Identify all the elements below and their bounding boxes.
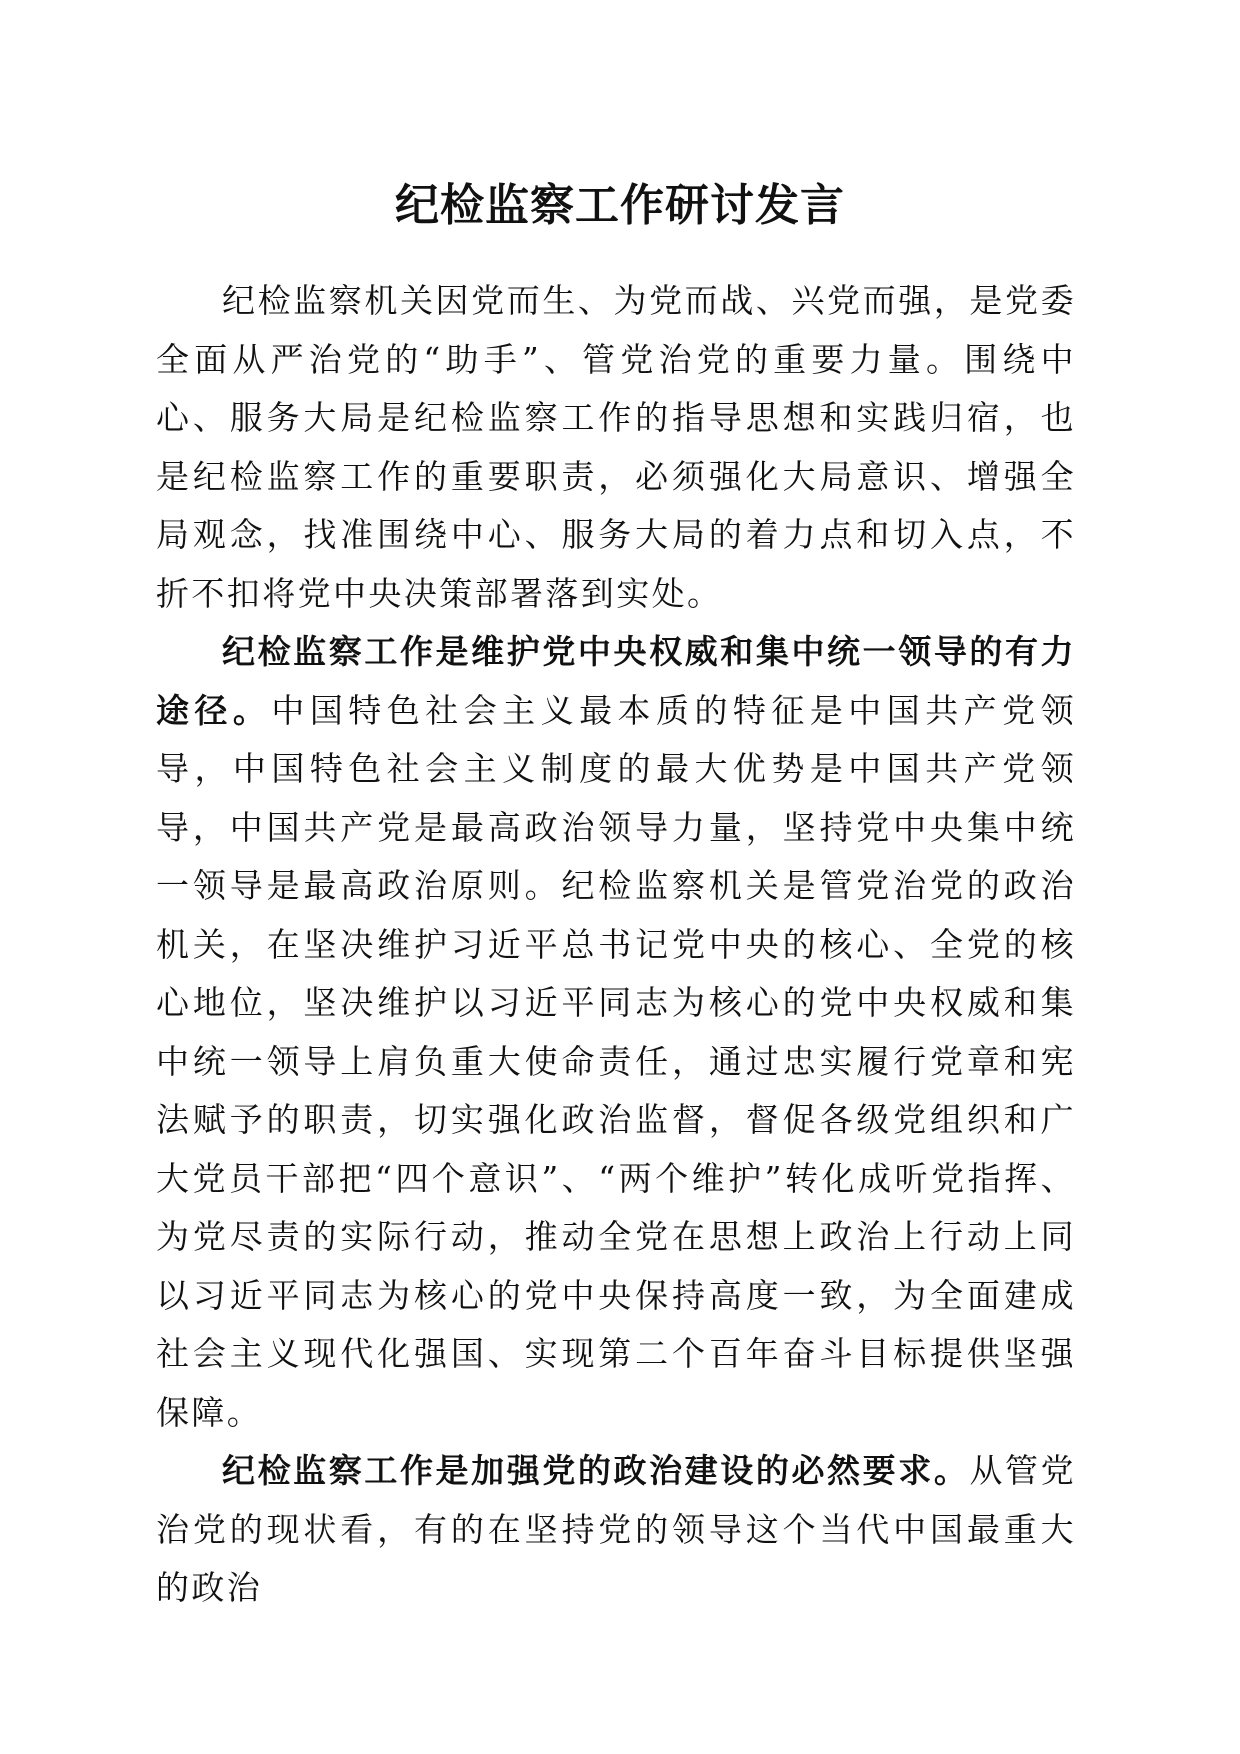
paragraph-intro bbox=[156, 272, 1076, 623]
document-body bbox=[156, 272, 1076, 1618]
paragraph-text: 中国特色社会主义最本质的特征是中国共产党领导，中国特色社会主义制度的最大优势是中国共产党领导，中国共产党是最高政治领导力量，坚持党中央集中统一领导是最高政治原则。纪检监察机关是管党治党的政治机关，在坚决维护习近平总书记党中央的核心、全党的核心地位，坚决维护以习近平同志为核心的党中央权威和集中统一领导上肩负重大使命责任，通过忠实履行党章和宪法赋予的职责，切实强化政治监督，督促各级党组织和广大党员干部把“四个意识”、“两个维护”转化成听党指挥、为党尽责的实际行动，推动全党在思想上政治上行动上同以习近平同志为核心的党中央保持高度一致，为全面建成社会主义现代化强国、实现第二个百年奋斗目标提供坚强保障。 bbox=[156, 690, 1076, 1432]
paragraph-authority bbox=[156, 623, 1076, 1442]
paragraph-lead: 纪检监察工作是维护党中央权威和集中统一领导的有力途径。 bbox=[156, 632, 1076, 730]
paragraph-political-building bbox=[156, 1442, 1076, 1618]
paragraph-text: 从管党治党的现状看，有的在坚持党的领导这个当代中国最重大的政治 bbox=[156, 1451, 1077, 1607]
paragraph-text: 纪检监察机关因党而生、为党而战、兴党而强，是党委全面从严治党的“助手”、管党治党的重要力量。围绕中心、服务大局是纪检监察工作的指导思想和实践归宿，也是纪检监察工作的重要职责，必须强化大局意识、增强全局观念，找准围绕中心、服务大局的着力点和切入点，不折不扣将党中央决策部署落到实处。 bbox=[156, 281, 1076, 613]
page-title: 纪检监察工作研讨发言 bbox=[395, 180, 845, 231]
paragraph-lead: 纪检监察工作是加强党的政治建设的必然要求。 bbox=[222, 1451, 970, 1490]
